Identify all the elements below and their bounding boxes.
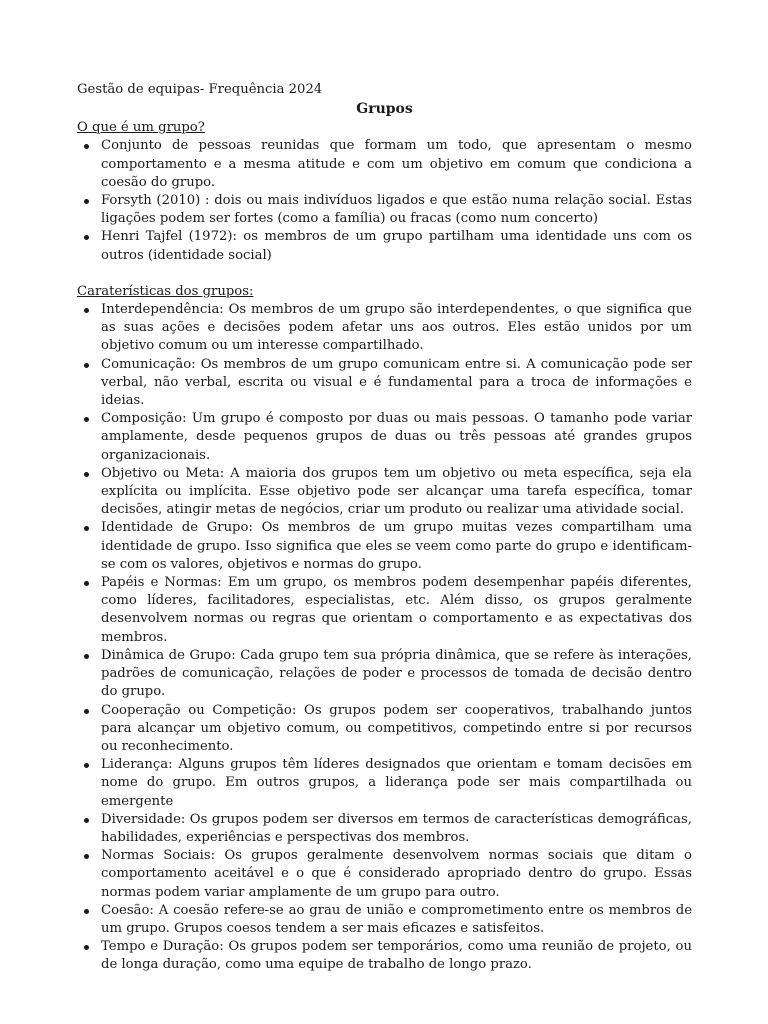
- bullet-icon: [84, 308, 89, 313]
- bullet-icon: [84, 909, 89, 914]
- list-item-text: Liderança: Alguns grupos têm líderes designados que orientam e tomam decisões em nome do grupo. Em outros grupos, a liderança pode ser mais compartilhada ou emergente: [101, 757, 692, 809]
- list-item-text: Cooperação ou Competição: Os grupos podem ser cooperativos, trabalhando juntos para alcançar um objetivo comum, ou competitivos, competindo entre si por recursos ou reconhecimento.: [101, 702, 692, 754]
- bullet-icon: [84, 581, 89, 586]
- bullet-icon: [84, 763, 89, 768]
- document-header: Gestão de equipas- Frequência 2024: [77, 82, 323, 97]
- list-item-text: Papéis e Normas: Em um grupo, os membros podem desempenhar papéis diferentes, como líderes, facilitadores, especialistas, etc. Além disso, os grupos geralmente desenvolvem normas ou regras que orientam o comportamento e as expectativas dos membros.: [101, 575, 692, 645]
- list-item: [101, 811, 692, 847]
- bullet-icon: [84, 417, 89, 422]
- list-item-text: Coesão: A coesão refere-se ao grau de união e comprometimento entre os membros de um grupo. Grupos coesos tendem a ser mais eficazes e satisfeitos.: [101, 902, 692, 936]
- list-item-text: Forsyth (2010) : dois ou mais indivíduos ligados e que estão numa relação social. Estas ligações podem ser fortes (como a família) ou fracas (como num concerto): [101, 193, 692, 227]
- list-item: [101, 847, 692, 902]
- list-item-text: Composição: Um grupo é composto por duas ou mais pessoas. O tamanho pode variar amplamente, desde pequenos grupos de duas ou três pessoas até grandes grupos organizacionais.: [101, 411, 692, 463]
- list-item: [101, 410, 692, 465]
- list-item-text: Objetivo ou Meta: A maioria dos grupos tem um objetivo ou meta específica, seja ela explícita ou implícita. Esse objetivo pode ser alcançar uma tarefa específica, tomar decisões, atingir metas de negócios, criar um produto ou realizar uma atividade social.: [101, 465, 692, 518]
- bullet-icon: [84, 854, 89, 859]
- list-item-text: Identidade de Grupo: Os membros de um grupo muitas vezes compartilham uma identidade de grupo. Isso significa que eles se veem como parte do grupo e identificam-se com os valores, objetivos e normas do grupo.: [101, 520, 692, 572]
- bullet-icon: [84, 472, 89, 477]
- bullet-icon: [84, 526, 89, 531]
- list-item-text: Tempo e Duração: Os grupos podem ser temporários, como uma reunião de projeto, ou de longa duração, como uma equipe de trabalho de longo prazo.: [101, 939, 692, 973]
- list-item-text: Dinâmica de Grupo: Cada grupo tem sua própria dinâmica, que se refere às interações, padrões de comunicação, relações de poder e processos de tomada de decisão dentro do grupo.: [101, 647, 692, 700]
- bullet-icon: [84, 709, 89, 714]
- list-item-text: Comunicação: Os membros de um grupo comunicam entre si. A comunicação pode ser verbal, não verbal, escrita ou visual e é fundamental para a troca de informações e ideias.: [101, 356, 692, 409]
- list-item-text: Diversidade: Os grupos podem ser diversos em termos de características demográficas, habilidades, experiências e perspectivas dos membros.: [101, 811, 692, 845]
- list-item: [101, 647, 692, 702]
- list-item: [101, 192, 692, 228]
- list-item: [101, 356, 692, 411]
- list-item-text: Henri Tajfel (1972): os membros de um grupo partilham uma identidade uns com os outros (identidade social): [101, 229, 692, 263]
- section-heading-characteristics: Caraterísticas dos grupos:: [77, 283, 254, 299]
- list-item: [101, 465, 692, 520]
- list-item: [101, 574, 692, 647]
- bullet-icon: [84, 945, 89, 950]
- bullet-icon: [84, 199, 89, 204]
- list-item: [101, 938, 692, 974]
- list-item: [101, 301, 692, 356]
- list-item: [101, 228, 692, 264]
- characteristics-list: [77, 301, 692, 975]
- list-item: [101, 137, 692, 192]
- list-item: [101, 519, 692, 574]
- definition-list: [77, 137, 692, 264]
- list-item-text: Interdependência: Os membros de um grupo são interdependentes, o que significa que as suas ações e decisões podem afetar uns aos outros. Eles estão unidos por um objetivo comum ou um interesse compartilhado.: [101, 302, 692, 354]
- list-item: [101, 756, 692, 811]
- bullet-icon: [84, 144, 89, 149]
- section-spacer: [77, 265, 692, 283]
- page-title: Grupos: [356, 101, 413, 118]
- list-item: [101, 702, 692, 757]
- list-item-text: Conjunto de pessoas reunidas que formam um todo, que apresentam o mesmo comportamento e a mesma atitude e com um objetivo em comum que condiciona a coesão do grupo.: [101, 138, 692, 190]
- bullet-icon: [84, 235, 89, 240]
- list-item: [101, 902, 692, 938]
- bullet-icon: [84, 654, 89, 659]
- list-item-text: Normas Sociais: Os grupos geralmente desenvolvem normas sociais que ditam o comportamento aceitável e o que é considerado apropriado dentro do grupo. Essas normas podem variar amplamente de um grupo para outro.: [101, 848, 692, 900]
- bullet-icon: [84, 363, 89, 368]
- bullet-icon: [84, 818, 89, 823]
- section-heading-what-is-group: O que é um grupo?: [77, 120, 205, 136]
